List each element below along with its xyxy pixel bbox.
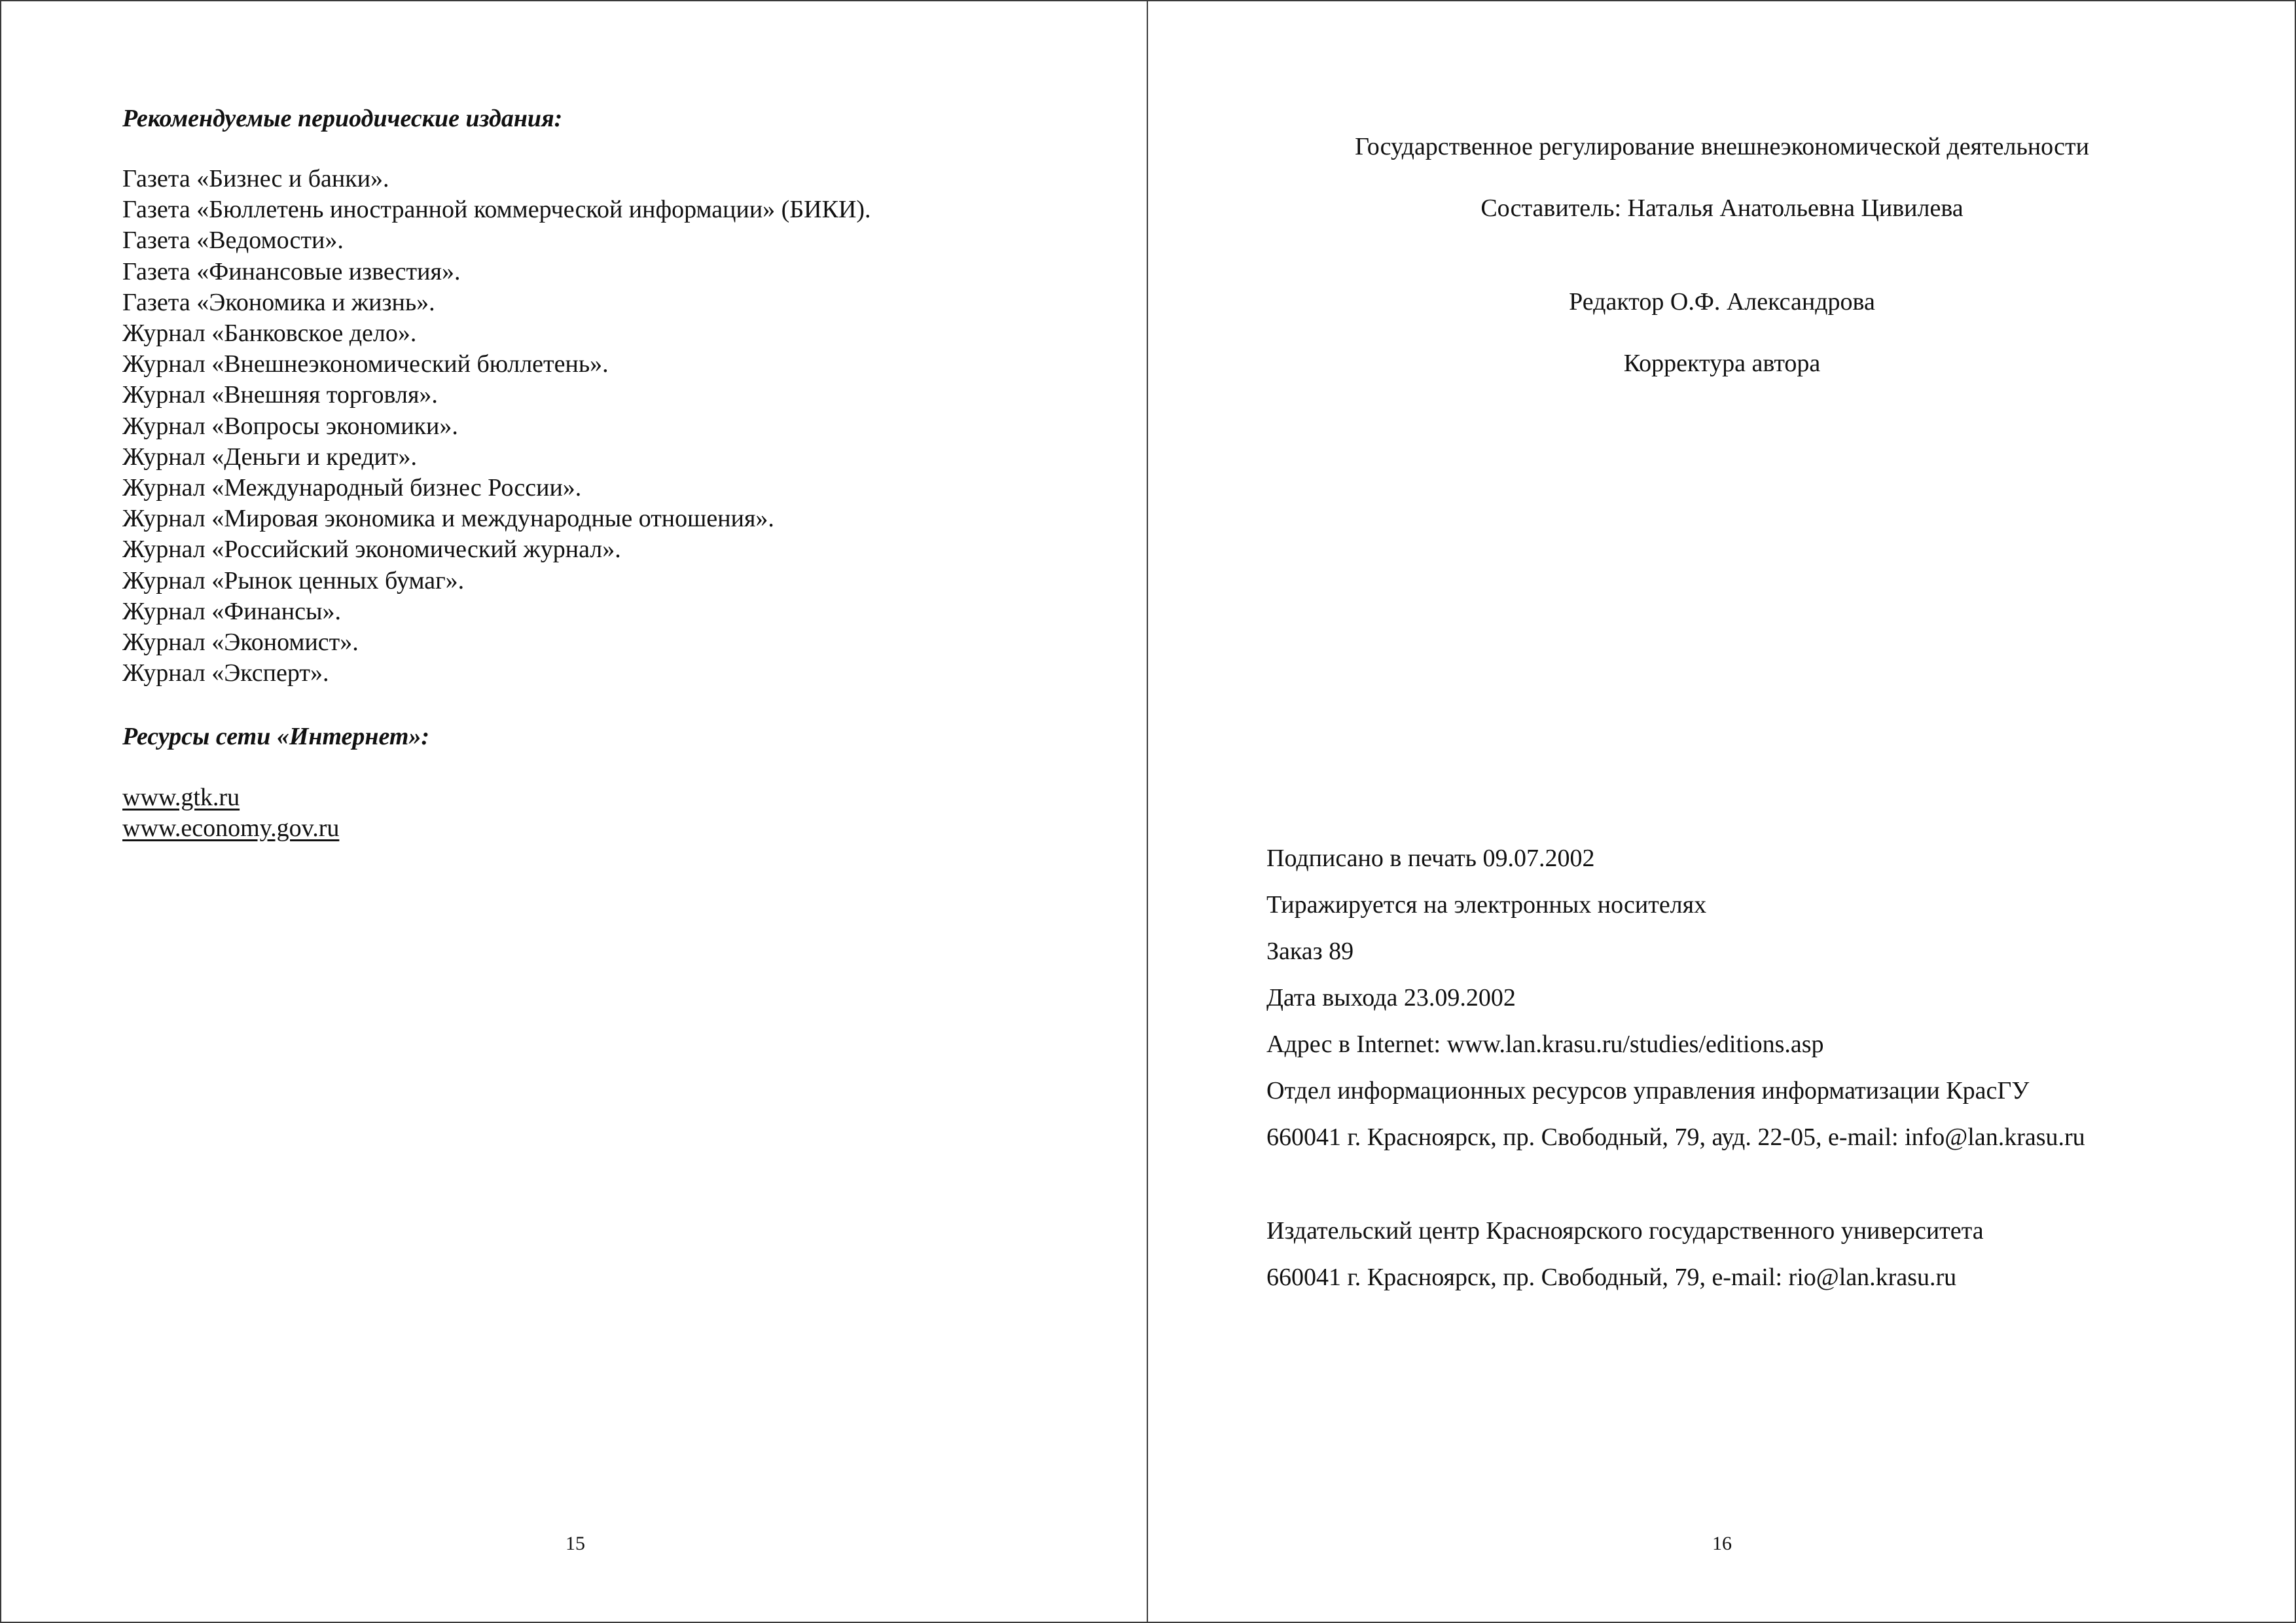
- list-item: Газета «Бизнес и банки».: [122, 165, 389, 192]
- list-item: Журнал «Финансы».: [122, 597, 341, 625]
- imprint-line: Подписано в печать 09.07.2002: [1266, 845, 1595, 872]
- list-item: Газета «Экономика и жизнь».: [122, 288, 435, 316]
- imprint-line: Заказ 89: [1266, 938, 1354, 965]
- list-item: Журнал «Рынок ценных бумаг».: [122, 566, 465, 594]
- list-item: Газета «Ведомости».: [122, 227, 344, 255]
- list-item: Журнал «Внешняя торговля».: [122, 381, 438, 409]
- list-item: Журнал «Эксперт».: [122, 659, 329, 687]
- imprint-line: 660041 г. Красноярск, пр. Свободный, 79, ауд. 22-05, e-mail: info@lan.krasu.ru: [1266, 1123, 2085, 1151]
- imprint-line: Дата выхода 23.09.2002: [1266, 984, 1516, 1012]
- list-item: Журнал «Банковское дело».: [122, 319, 417, 348]
- compiler: Составитель: Наталья Анатольевна Цивилева: [1480, 194, 1964, 222]
- list-item: Журнал «Российский экономический журнал».: [122, 536, 621, 564]
- publisher-line: 660041 г. Красноярск, пр. Свободный, 79, e-mail: rio@lan.krasu.ru: [1266, 1264, 1957, 1291]
- imprint-line: Тиражируется на электронных носителях: [1266, 891, 1707, 919]
- internet-heading: Ресурсы сети «Интернет»:: [122, 723, 430, 750]
- imprint-line: Отдел информационных ресурсов управления информатизации КрасГУ: [1266, 1077, 2030, 1104]
- list-item: Журнал «Международный бизнес России».: [122, 474, 582, 502]
- book-title: Государственное регулирование внешнеэкономической деятельности: [1355, 133, 2089, 160]
- link-gtk[interactable]: www.gtk.ru: [122, 784, 240, 811]
- list-item: Газета «Финансовые известия».: [122, 257, 461, 285]
- list-item: Газета «Бюллетень иностранной коммерческой информации» (БИКИ).: [122, 196, 871, 224]
- page-number: 15: [565, 1533, 585, 1554]
- list-item: Журнал «Экономист».: [122, 629, 359, 657]
- list-item: Журнал «Внешнеэкономический бюллетень».: [122, 350, 609, 378]
- page-right: [1148, 0, 2296, 1623]
- periodicals-heading: Рекомендуемые периодические издания:: [122, 105, 563, 132]
- list-item: Журнал «Вопросы экономики».: [122, 412, 458, 440]
- periodicals-list: [122, 164, 871, 689]
- page-number: 16: [1712, 1533, 1732, 1554]
- list-item: Журнал «Деньги и кредит».: [122, 443, 417, 471]
- internet-links: [122, 782, 339, 844]
- imprint-line: Адрес в Internet: www.lan.krasu.ru/studies/editions.asp: [1266, 1030, 1824, 1058]
- link-economy[interactable]: www.economy.gov.ru: [122, 814, 340, 843]
- list-item: Журнал «Мировая экономика и международные отношения».: [122, 505, 774, 533]
- publisher-line: Издательский центр Красноярского государственного университета: [1266, 1217, 1984, 1245]
- editor: Редактор О.Ф. Александрова: [1569, 288, 1875, 316]
- proofreading: Корректура автора: [1623, 350, 1821, 377]
